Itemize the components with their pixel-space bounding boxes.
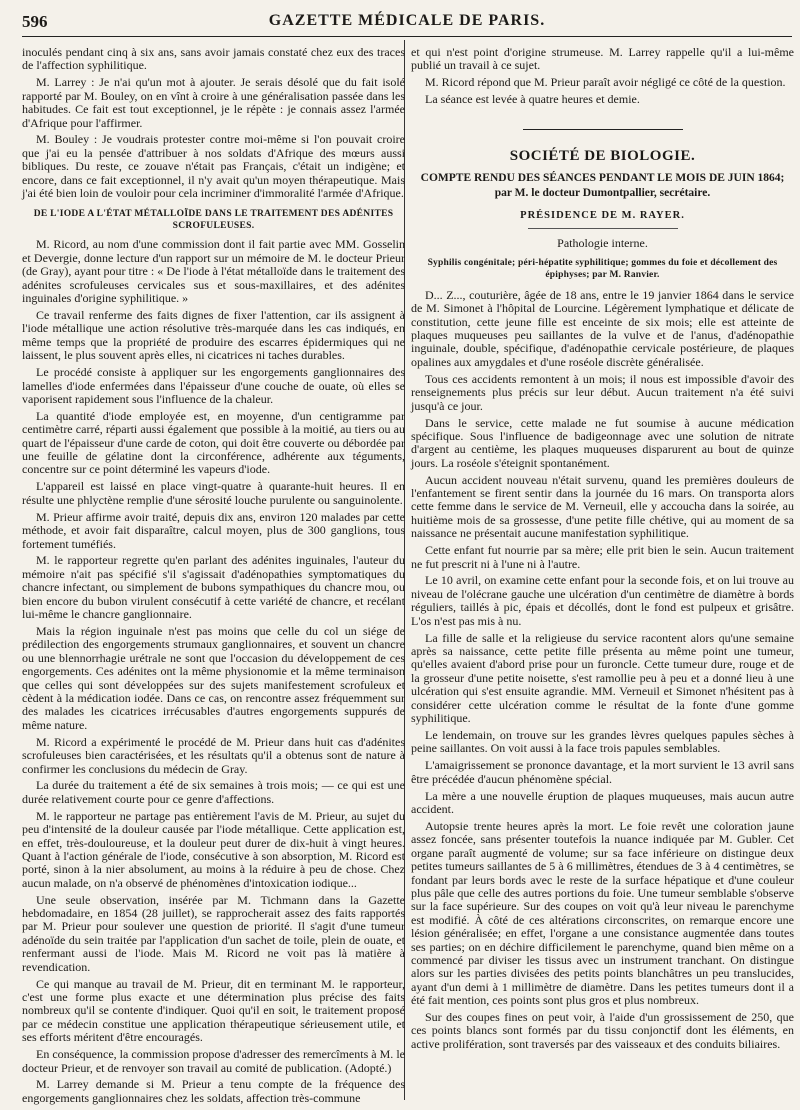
paragraph: M. Ricord, au nom d'une commission dont il fait partie avec MM. Gosselin et Devergie, donne lecture d'un rapport sur un mémoire de M. le docteur Prieur (de Gray), ayant pour titre : « De l'iode à l'état métalloïde dans le traitement des adénites scrofuleuses cervicales sus et sous-maxillaires, et des adénites inguinales d'origine syphilitique. » [22, 237, 405, 306]
journal-title: GAZETTE MÉDICALE DE PARIS. [268, 12, 546, 29]
right-column [411, 46, 794, 1055]
society-title: SOCIÉTÉ DE BIOLOGIE. [509, 147, 696, 164]
paragraph: Une seule observation, insérée par M. Tichmann dans la Gazette hebdomadaire, en 1854 (28 juillet), se rapprocherait assez des faits rapportés par M. Prieur pour soulever une question de priorité. Il s'agit d'une tumeur adénoïde du sein traitée par l'application d'un sachet de toile, plein de ouate, et renfermant aussi de l'iode. Mais M. Ricord ne voit pas là matière à revendication. [22, 892, 405, 974]
paragraph: M. Prieur affirme avoir traité, depuis dix ans, environ 120 malades par cette méthode, et avoir fait disparaître, calcul moyen, plus de 300 ganglions, tous fortement tuméfiés. [22, 509, 405, 551]
page-header [22, 10, 792, 37]
page-number: 596 [22, 12, 48, 31]
section-heading: DE L'IODE A L'ÉTAT MÉTALLOÏDE DANS LE TRAITEMENT DES ADÉNITES SCROFULEUSES. [33, 209, 394, 232]
paragraph: M. le rapporteur ne partage pas entièrement l'avis de M. Prieur, au sujet du peu d'intensité de la douleur causée par l'iode métallique. Cette application est, en effet, très-douloureuse, et la douleur peut durer de dix-huit à vingt heures. Quant à l'action générale de l'iode, consécutive à son absorption, M. Ricord est porté, sinon à la nier absolument, au moins à la réduire à peu de chose. Chez aucun malade, on n'a observé de phénomènes d'intoxication iodique... [22, 808, 405, 890]
paragraph: En conséquence, la commission propose d'adresser des remercîments à M. le docteur Prieur, et de renvoyer son travail au comité de publication. (Adopté.) [22, 1047, 405, 1075]
paragraph: M. Bouley : Je voudrais protester contre moi-même si l'on pouvait croire que j'ai eu la pensée d'attribuer à nos soldats d'Afrique des mœurs aussi bibliques. Du reste, ce zouave n'était pas Français, c'était un indigène; et encore, dans ce fait exceptionnel, il n'y avait qu'un moyen thérapeutique. Mais j'ai été bien loin de vouloir pour cela incriminer d'immoralité l'armée d'Afrique. [22, 132, 405, 201]
paragraph: M. Larrey demande si M. Prieur a tenu compte de la fréquence des engorgements ganglionnaires chez les soldats, affection très-commune [22, 1077, 405, 1105]
paragraph: Mais la région inguinale n'est pas moins que celle du col un siége de prédilection des engorgements strumaux ganglionnaires, et souvent un chancre ou une blennorrhagie urétrale ne sont que l'occasion du développement de ces engorgements. Ces adénites ont la même physionomie et la même terminaison que celles qui sont développées sur des sujets manifestement scrofuleux et cèdent à la médication iodée. Dans ce cas, on rencontre assez fréquemment sur des malades les cicatrices irrécusables d'autres engorgements suppurés de même nature. [22, 623, 405, 732]
paragraph: Le lendemain, on trouve sur les grandes lèvres quelques papules sèches à peine saillantes. On voit aussi à la face trois papules semblables. [411, 727, 794, 756]
left-column [22, 46, 405, 1109]
paragraph: La séance est levée à quatre heures et demie. [425, 92, 640, 107]
paragraph: Aucun accident nouveau n'était survenu, quand les premières douleurs de l'enfantement se firent sentir dans la journée du 16 mars. On transporta alors cette femme dans le service de M. Verneuil, elle y accoucha dans la soirée, au huitième mois de sa grossesse, d'une petite fille chétive, qui au moment de sa naissance ne présentait aucune manifestation syphilitique. [411, 472, 794, 541]
paragraph: M. Ricord a expérimenté le procédé de M. Prieur dans huit cas d'adénites scrofuleuses bien caractérisées, et les résultats qu'il a obtenus sont de nature à confirmer les conclusions du médecin de Gray. [22, 734, 405, 776]
paragraph: Autopsie trente heures après la mort. Le foie revêt une coloration jaune assez foncée, sans présenter toutefois la nuance indiquée par M. Gubler. Cet organe paraît augmenté de volume; sur sa face inférieure on distingue deux petites tumeurs saillantes de 5 à 6 millimètres, étendues de 3 à 4 centimètres, se fondant par leurs bords avec le reste de la surface hépatique et d'une couleur plus pâle que celle des autres portions du foie. Une tumeur semblable s'observe sur la face supérieure. Sur des coupes on voit qu'à leur niveau le parenchyme est modifié. À côté de ces altérations circonscrites, on remarque encore une lésion généralisée; en effet, l'organe a une consistance augmentée dans toutes ses parties; on en déchire difficilement le parenchyme, quand bien même on a commencé par diviser les tissus avec un instrument tranchant. On distingue alors sur les parties divisées des petits points blanchâtres un peu translucides, ayant d'un demi à 1 millimètre de diamètre. Dans les petites tumeurs dont il a été fait mention, ces points sont plus gros et plus nombreux. [411, 818, 794, 1008]
paragraph: Le procédé consiste à appliquer sur les engorgements ganglionnaires des lamelles d'iode enfermées dans l'épaisseur d'une couche de ouate, où elles se vaporisent rapidement sous l'influence de la chaleur. [22, 365, 405, 406]
paragraph: La quantité d'iode employée est, en moyenne, d'un centigramme par centimètre carré, réparti aussi également que possible à la moitié, au tiers ou au quart de l'épaisseur d'une carde de coton, qui doit être couverte ou débordée par une feuille de gélatine dont la circonférence, adhérente aux téguments, concentre sur ce point déterminé les vapeurs d'iode. [22, 408, 405, 477]
topic-heading: Syphilis congénitale; péri-hépatite syphilitique; gommes du foie et décollement des épiphyses; par M. Ranvier. [427, 257, 778, 280]
paragraph: L'amaigrissement se prononce davantage, et la mort survient le 13 avril sans être précédée d'aucun phénomène spécial. [411, 758, 794, 786]
report-subheading [411, 171, 794, 201]
report-line-2: par M. le docteur Dumontpallier, secrétaire. [494, 187, 711, 200]
paragraph: Cette enfant fut nourrie par sa mère; elle prit bien le sein. Aucun traitement ne fut prescrit ni à l'une ni à l'autre. [411, 543, 794, 571]
paragraph: La durée du traitement a été de six semaines à trois mois; — ce qui est une durée relativement courte pour ce genre d'affections. [22, 778, 405, 806]
paragraph: inoculés pendant cinq à six ans, sans avoir jamais constaté chez eux des traces de l'affection syphilitique. [22, 45, 405, 73]
presidency-rule [528, 228, 678, 229]
paragraph: M. le rapporteur regrette qu'en parlant des adénites inguinales, l'auteur du mémoire n'ait pas spécifié s'il s'agissait d'adénopathies symptomatiques du chancre infectant, ou simplement de bubons sympathiques du chancre mou, ou bien encore du bubon virulent consécutif à cette variété de chancre, et recélant lui-même le chancre ganglionnaire. [22, 553, 405, 622]
paragraph: Dans le service, cette malade ne fut soumise à aucune médication spécifique. Sous l'influence de badigeonnage avec une solution de nitrate d'argent au centième, les plaques muqueuses disparurent au bout de quinze jours. La roséole s'éteignit spontanément. [411, 415, 794, 470]
paragraph: Sur des coupes fines on peut voir, à l'aide d'un grossissement de 250, que ces points blancs sont formés par du tissu conjonctif dont les éléments, en active prolifération, sont traversés par des vaisseaux et des conduits biliaires. [411, 1010, 794, 1051]
paragraph: Ce travail renferme des faits dignes de fixer l'attention, car ils assignent à l'iode métallique une action résolutive très-marquée dans les cas indiqués, en même temps que la propriété de produire des escarres épidermiques qui ne laissent, le plus souvent après elles, ni cicatrices ni taches durables. [22, 308, 405, 363]
paragraph: et qui n'est point d'origine strumeuse. M. Larrey rappelle qu'il a lui-même publié un travail à ce sujet. [411, 45, 794, 73]
paragraph: D... Z..., couturière, âgée de 18 ans, entre le 19 janvier 1864 dans le service de M. Simonet à l'hôpital de Lourcine. Légèrement lymphatique et délicate de constitution, cette jeune fille est enceinte de six mois; elle est atteinte de plaques muqueuses peu saillantes de la vulve et de l'anus, d'adénopathie inguinale, double, spécifique, d'adénopathie cervicale postérieure, de plaques opalines aux amygdales et d'une roséole discrète généralisée. [411, 287, 794, 369]
paragraph: Le 10 avril, on examine cette enfant pour la seconde fois, et on lui trouve au niveau de l'olécrane gauche une ulcération d'un centimètre de diamètre à bords réguliers, taillés à pic, épais et décollés, dont le fond est pulpeux et grisâtre. L'os n'est pas mis à nu. [411, 573, 794, 628]
paragraph: La mère a une nouvelle éruption de plaques muqueuses, mais aucun autre accident. [411, 788, 794, 816]
paragraph: Ce qui manque au travail de M. Prieur, dit en terminant M. le rapporteur, c'est une forme plus exacte et une détermination plus précise des faits nombreux qu'il se contente d'indiquer. Quoi qu'il en soit, le traitement proposé par ce médecin constitue une application thérapeutique sérieusement utile, et ses efforts méritent d'être encouragés. [22, 976, 405, 1045]
section-rule [523, 129, 683, 130]
paragraph: L'appareil est laissé en place vingt-quatre à quarante-huit heures. Il en résulte une phlyctène remplie d'une sérosité louche purulente ou sanguinolente. [22, 479, 405, 507]
paragraph: M. Ricord répond que M. Prieur paraît avoir négligé ce côté de la question. [425, 75, 786, 90]
presidency-heading: PRÉSIDENCE DE M. RAYER. [520, 210, 685, 222]
report-line-1: COMPTE RENDU DES SÉANCES PENDANT LE MOIS DE JUIN 1864; [420, 172, 785, 185]
paragraph: M. Larrey : Je n'ai qu'un mot à ajouter. Je serais désolé que du fait isolé rapporté par M. Bouley, on en vînt à croire à une généralisation passée dans les habitudes. Ce fait est tout exceptionnel, je le répète : je connais assez l'armée d'Afrique pour l'affirmer. [22, 75, 405, 130]
pathology-heading: Pathologie interne. [557, 236, 648, 251]
paragraph: La fille de salle et la religieuse du service racontent alors qu'une semaine après sa naissance, cette petite fille présenta au même point une tumeur, qu'elles avaient d'abord prise pour un furoncle. Cette tumeur dure, rouge et de la grosseur d'une petite noisette, s'est ramollie peu à peu et a donné lieu à une ulcération qui s'est ensuite agrandie. MM. Verneuil et Simonet n'hésitent pas à considérer cette ulcération comme le résultat de la fonte d'une gomme syphilitique. [411, 630, 794, 726]
paragraph: Tous ces accidents remontent à un mois; il nous est impossible d'avoir des renseignements plus précis sur leur début. Aucun traitement n'a été suivi jusqu'à ce jour. [411, 371, 794, 413]
